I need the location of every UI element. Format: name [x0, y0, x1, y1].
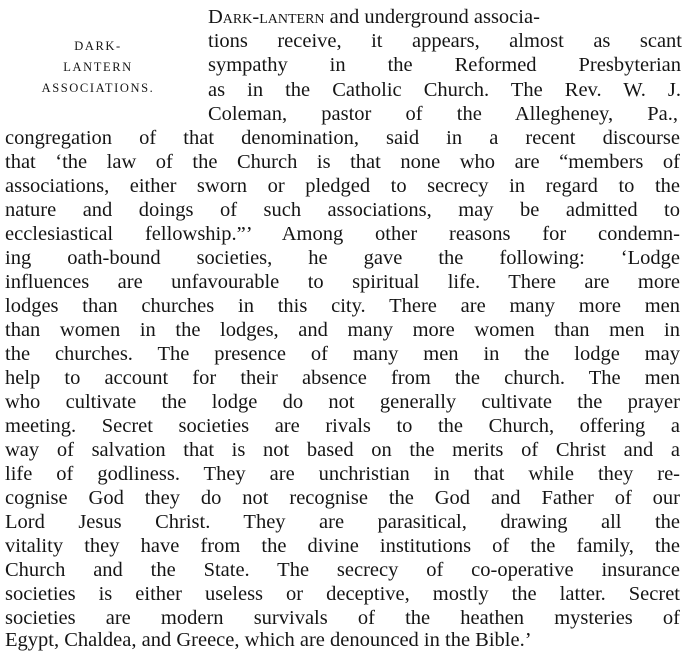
text-line: cognise God they do not recognise the God and Father of our	[5, 487, 680, 509]
text-line: societies is either useless or deceptive, mostly the latter. Secret	[5, 583, 680, 605]
text-line: influences are unfavourable to spiritual life. There are more	[5, 271, 680, 293]
text-line: Coleman, pastor of the Allegheney, Pa.,	[208, 103, 678, 125]
text-line: tions receive, it appears, almost as scant	[208, 30, 682, 52]
text-line: Church and the State. The secrecy of co-operative insurance	[5, 559, 680, 581]
text-line-rest: and underground associa-	[324, 6, 540, 28]
text-line: lodges than churches in this city. There are many more men	[5, 295, 680, 317]
text-line: meeting. Secret societies are rivals to the Church, offering a	[5, 415, 680, 437]
text-line: that ‘the law of the Church is that none who are “members of	[5, 151, 680, 173]
text-line: associations, either sworn or pledged to secrecy in regard to the	[5, 175, 680, 197]
text-line: as in the Catholic Church. The Rev. W. J.	[208, 79, 681, 101]
text-line: ing oath-bound societies, he gave the following: ‘Lodge	[5, 247, 680, 269]
text-line: congregation of that denomination, said in a recent discourse	[5, 127, 680, 149]
text-line: help to account for their absence from the church. The men	[5, 367, 680, 389]
text-line	[208, 5, 685, 29]
lead-words: Dark-lantern	[208, 6, 325, 28]
text-line: nature and doings of such associations, may be admitted to	[5, 199, 680, 221]
text-line: than women in the lodges, and many more women than men in	[5, 319, 680, 341]
margin-heading-line: LANTERN	[63, 60, 133, 74]
text-line: life of godliness. They are unchristian in that while they re-	[5, 463, 680, 485]
text-line: way of salvation that is not based on the merits of Christ and a	[5, 439, 680, 461]
text-line: societies are modern survivals of the heathen mysteries of	[5, 607, 680, 629]
text-line: Lord Jesus Christ. They are parasitical, drawing all the	[5, 511, 680, 533]
text-line: ecclesiastical fellowship.”’ Among other reasons for condemn-	[5, 223, 680, 245]
text-line: who cultivate the lodge do not generally cultivate the prayer	[5, 391, 680, 413]
text-line: the churches. The presence of many men in the lodge may	[5, 343, 680, 365]
margin-heading	[0, 36, 196, 99]
text-line: vitality they have from the divine institutions of the family, the	[5, 535, 680, 557]
text-line: sympathy in the Reformed Presbyterian	[208, 54, 681, 76]
margin-heading-line: DARK-	[74, 39, 122, 53]
margin-heading-line: ASSOCIATIONS.	[41, 81, 155, 95]
text-line: Egypt, Chaldea, and Greece, which are denounced in the Bible.’	[5, 629, 532, 651]
